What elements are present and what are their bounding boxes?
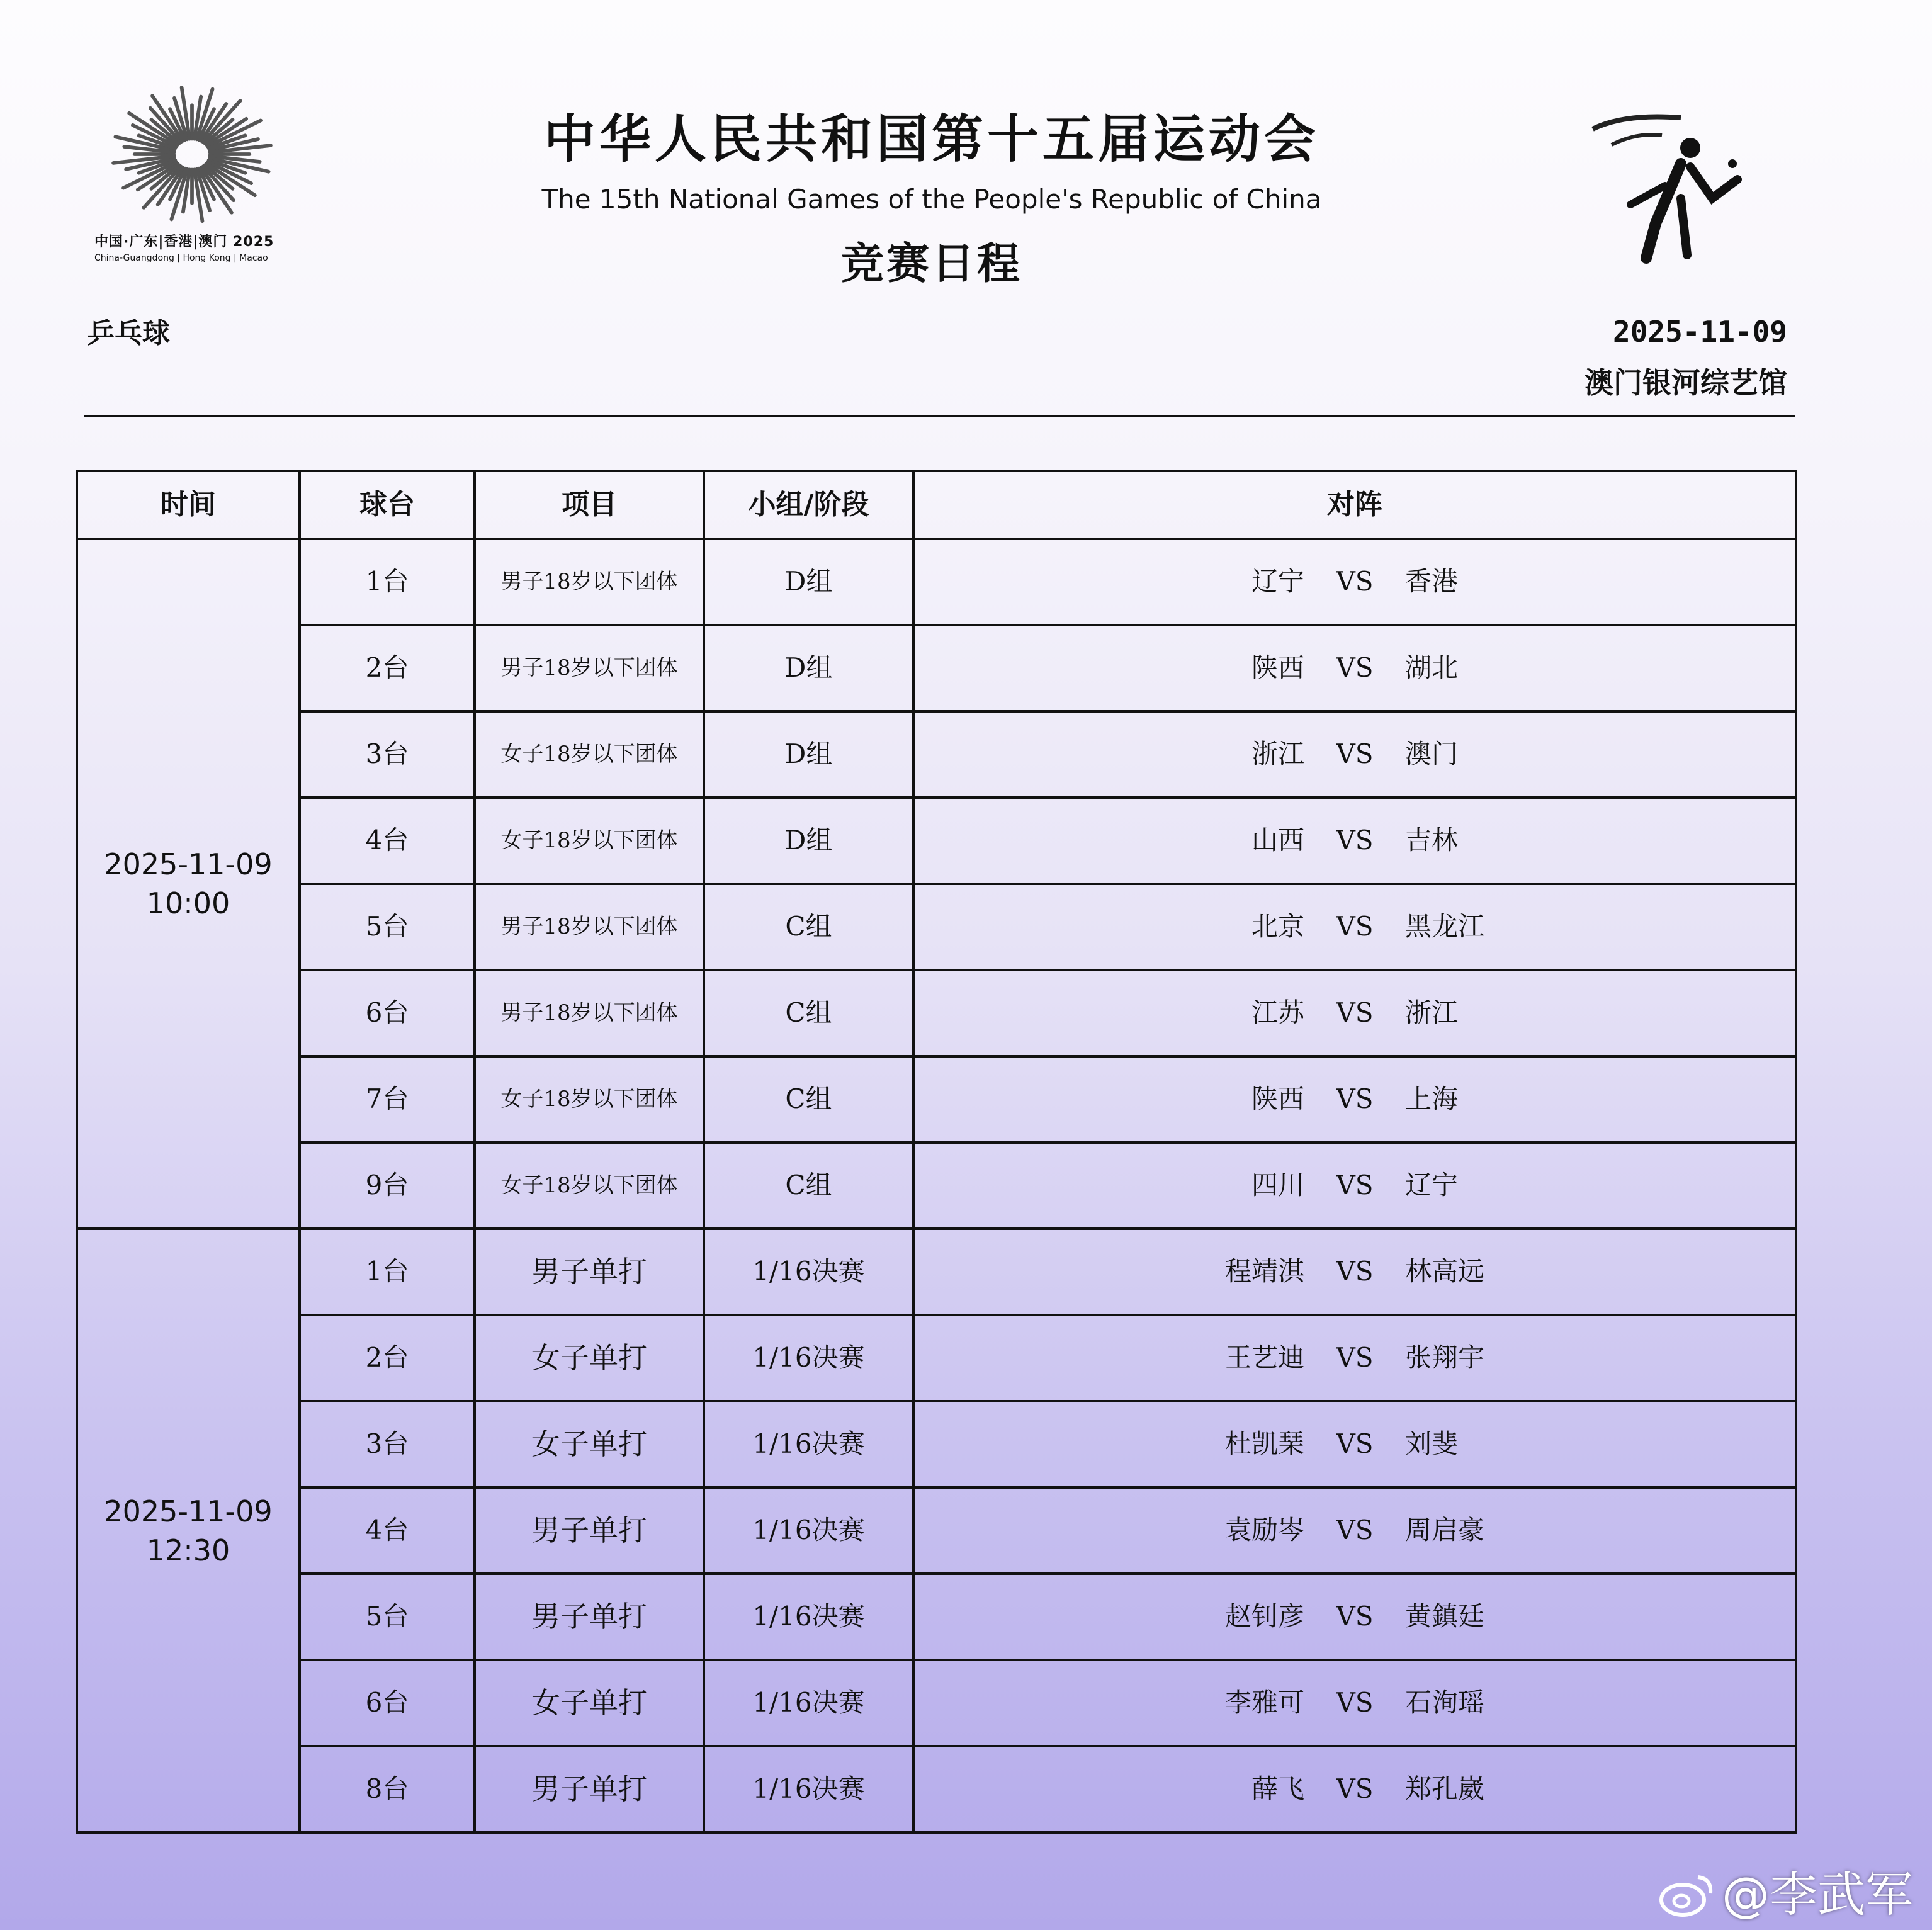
table-row <box>77 625 1796 711</box>
table-row <box>77 798 1796 884</box>
sport-name: 乒乓球 <box>87 317 170 349</box>
matchup <box>913 1746 1796 1832</box>
vs-label: VS <box>1336 652 1374 684</box>
session-date: 2025-11-09 <box>104 1494 273 1528</box>
event-name: 男子单打 <box>475 1574 704 1660</box>
team-b: 郑孔崴 <box>1405 1773 1485 1805</box>
team-b: 石洵瑶 <box>1405 1687 1485 1718</box>
vs-label: VS <box>1336 1083 1374 1115</box>
matchup <box>913 798 1796 884</box>
matchup <box>913 970 1796 1056</box>
team-b: 浙江 <box>1405 997 1459 1029</box>
table-row <box>77 884 1796 970</box>
matchup <box>913 1056 1796 1143</box>
stage: 1/16决赛 <box>704 1487 913 1574</box>
team-b: 林高远 <box>1405 1256 1485 1287</box>
page-subtitle: The 15th National Games of the People's Republic of China <box>541 184 1322 215</box>
vs-label: VS <box>1336 566 1374 597</box>
table-row <box>77 970 1796 1056</box>
vs-label: VS <box>1336 1256 1374 1287</box>
team-b: 刘斐 <box>1405 1428 1459 1460</box>
table-row <box>77 1401 1796 1487</box>
matchup <box>913 1574 1796 1660</box>
schedule-date: 2025-11-09 <box>1613 315 1787 349</box>
matchup <box>913 1315 1796 1401</box>
table-number: 2台 <box>300 1315 475 1401</box>
matchup <box>913 1401 1796 1487</box>
team-b: 周启豪 <box>1405 1515 1485 1546</box>
team-b: 澳门 <box>1405 738 1459 770</box>
table-header-row <box>77 471 1796 539</box>
event-name: 女子18岁以下团体 <box>475 1056 704 1143</box>
table-number: 5台 <box>300 1574 475 1660</box>
stage: 1/16决赛 <box>704 1315 913 1401</box>
table-number: 4台 <box>300 798 475 884</box>
team-a: 薛飞 <box>1251 1773 1304 1805</box>
table-row <box>77 1660 1796 1746</box>
stage: C组 <box>704 1143 913 1229</box>
col-header-stage: 小组/阶段 <box>704 471 913 539</box>
matchup <box>913 539 1796 625</box>
stage: C组 <box>704 884 913 970</box>
col-header-matchup: 对阵 <box>913 471 1796 539</box>
event-name: 男子18岁以下团体 <box>475 884 704 970</box>
team-a: 山西 <box>1251 825 1304 856</box>
team-a: 浙江 <box>1251 738 1304 770</box>
session-date: 2025-11-09 <box>104 847 273 881</box>
page-title: 中华人民共和国第十五届运动会 <box>543 110 1319 169</box>
header-divider <box>84 415 1795 417</box>
logo-cn-text: 中国·广东|香港|澳门 2025 <box>94 234 274 250</box>
matchup <box>913 1487 1796 1574</box>
team-a: 陕西 <box>1251 652 1304 684</box>
table-row <box>77 1143 1796 1229</box>
event-name: 男子18岁以下团体 <box>475 970 704 1056</box>
stage: D组 <box>704 798 913 884</box>
team-a: 杜凯琹 <box>1224 1428 1304 1460</box>
table-row <box>77 1056 1796 1143</box>
table-row <box>77 1574 1796 1660</box>
event-name: 男子18岁以下团体 <box>475 625 704 711</box>
matchup <box>913 884 1796 970</box>
schedule-table <box>76 470 1797 1834</box>
event-name: 女子18岁以下团体 <box>475 711 704 798</box>
team-b: 香港 <box>1405 566 1459 597</box>
vs-label: VS <box>1336 1428 1374 1460</box>
table-row <box>77 1487 1796 1574</box>
event-name: 女子单打 <box>475 1660 704 1746</box>
stage: 1/16决赛 <box>704 1746 913 1832</box>
table-number: 1台 <box>300 539 475 625</box>
session-start-time: 10:00 <box>146 886 230 920</box>
table-number: 6台 <box>300 970 475 1056</box>
team-b: 黑龙江 <box>1405 911 1485 942</box>
team-a: 陕西 <box>1251 1083 1304 1115</box>
logo-en-text: China-Guangdong | Hong Kong | Macao <box>94 253 268 263</box>
table-number: 4台 <box>300 1487 475 1574</box>
table-number: 2台 <box>300 625 475 711</box>
matchup <box>913 1229 1796 1315</box>
session-time <box>77 539 300 1229</box>
team-b: 黄鎮廷 <box>1405 1601 1485 1632</box>
team-b: 辽宁 <box>1405 1170 1459 1201</box>
table-number: 6台 <box>300 1660 475 1746</box>
team-b: 张翔宇 <box>1405 1342 1485 1374</box>
table-number: 1台 <box>300 1229 475 1315</box>
team-a: 袁励岑 <box>1224 1515 1304 1546</box>
vs-label: VS <box>1336 1515 1374 1546</box>
col-header-event: 项目 <box>475 471 704 539</box>
stage: 1/16决赛 <box>704 1574 913 1660</box>
stage: 1/16决赛 <box>704 1660 913 1746</box>
stage: 1/16决赛 <box>704 1401 913 1487</box>
matchup <box>913 625 1796 711</box>
team-a: 北京 <box>1251 911 1304 942</box>
vs-label: VS <box>1336 1170 1374 1201</box>
venue-name: 澳门银河综艺馆 <box>1585 366 1787 400</box>
table-number: 3台 <box>300 1401 475 1487</box>
matchup <box>913 1143 1796 1229</box>
team-a: 程靖淇 <box>1224 1256 1304 1287</box>
col-header-table: 球台 <box>300 471 475 539</box>
vs-label: VS <box>1336 1773 1374 1805</box>
vs-label: VS <box>1336 1342 1374 1374</box>
col-header-time: 时间 <box>77 471 300 539</box>
table-tennis-pictogram-icon <box>1586 110 1750 274</box>
team-a: 四川 <box>1251 1170 1304 1201</box>
table-number: 3台 <box>300 711 475 798</box>
table-row <box>77 1229 1796 1315</box>
table-row <box>77 711 1796 798</box>
vs-label: VS <box>1336 738 1374 770</box>
team-b: 吉林 <box>1405 825 1459 856</box>
table-number: 9台 <box>300 1143 475 1229</box>
stage: C组 <box>704 1056 913 1143</box>
weibo-watermark <box>1659 1863 1913 1926</box>
schedule-heading: 竞赛日程 <box>840 239 1022 289</box>
vs-label: VS <box>1336 825 1374 856</box>
session-time <box>77 1229 300 1832</box>
event-name: 女子18岁以下团体 <box>475 1143 704 1229</box>
table-number: 7台 <box>300 1056 475 1143</box>
team-a: 赵钊彦 <box>1224 1601 1304 1632</box>
team-a: 江苏 <box>1251 997 1304 1029</box>
session-start-time: 12:30 <box>146 1533 230 1567</box>
table-row <box>77 1746 1796 1832</box>
table-row <box>77 1315 1796 1401</box>
table-row <box>77 539 1796 625</box>
vs-label: VS <box>1336 911 1374 942</box>
event-name: 男子单打 <box>475 1229 704 1315</box>
vs-label: VS <box>1336 1601 1374 1632</box>
vs-label: VS <box>1336 1687 1374 1718</box>
vs-label: VS <box>1336 997 1374 1029</box>
team-a: 辽宁 <box>1251 566 1304 597</box>
stage: D组 <box>704 625 913 711</box>
watermark-text: @李武军 <box>1722 1866 1913 1922</box>
table-number: 5台 <box>300 884 475 970</box>
weibo-icon <box>1659 1871 1715 1919</box>
table-number: 8台 <box>300 1746 475 1832</box>
team-a: 王艺迪 <box>1224 1342 1304 1374</box>
stage: 1/16决赛 <box>704 1229 913 1315</box>
event-name: 女子单打 <box>475 1315 704 1401</box>
stage: C组 <box>704 970 913 1056</box>
event-name: 女子单打 <box>475 1401 704 1487</box>
event-name: 男子18岁以下团体 <box>475 539 704 625</box>
team-b: 湖北 <box>1405 652 1459 684</box>
matchup <box>913 711 1796 798</box>
matchup <box>913 1660 1796 1746</box>
stage: D组 <box>704 539 913 625</box>
stage: D组 <box>704 711 913 798</box>
event-name: 女子18岁以下团体 <box>475 798 704 884</box>
team-a: 李雅可 <box>1224 1687 1304 1718</box>
event-name: 男子单打 <box>475 1746 704 1832</box>
event-name: 男子单打 <box>475 1487 704 1574</box>
team-b: 上海 <box>1405 1083 1459 1115</box>
